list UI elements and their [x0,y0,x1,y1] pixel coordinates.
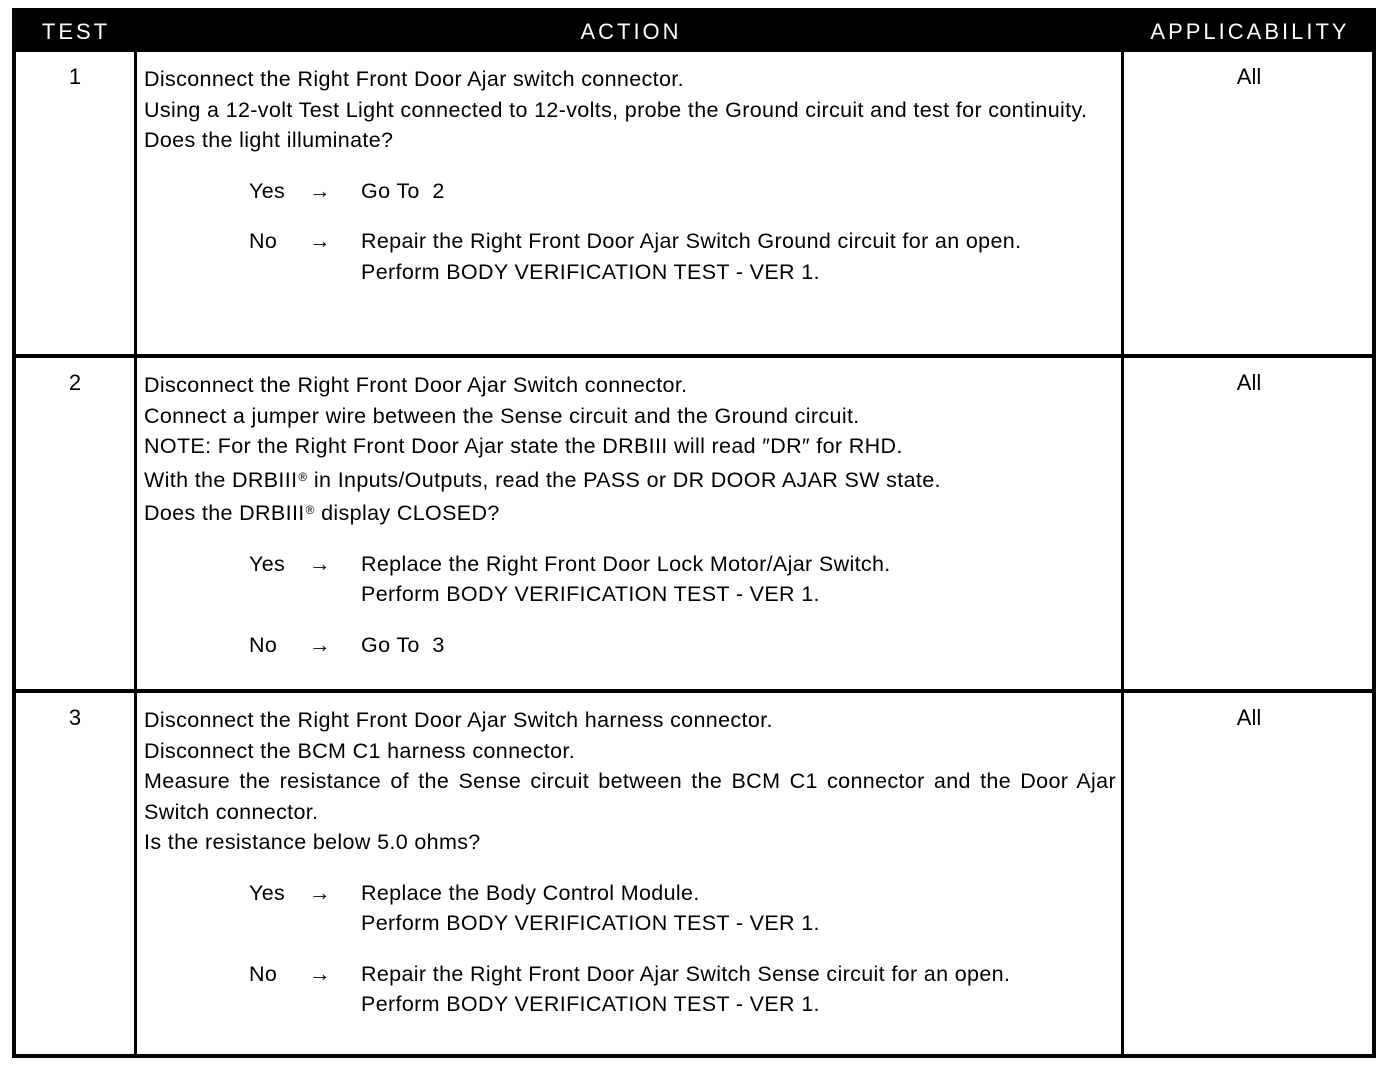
answer-label: No [249,632,278,657]
right-arrow-icon: → [309,178,331,203]
table-header [16,12,1372,52]
answer-label: Yes [249,551,286,576]
table-row-test-3 [16,693,1372,1058]
registered-mark: ® [305,503,315,517]
table-row-test-1 [16,52,1372,354]
result-line: Perform BODY VERIFICATION TEST - VER 1. [361,992,820,1016]
answer-yes [249,176,1116,207]
table-row-test-2 [16,358,1372,689]
answer-label: No [249,229,278,253]
result-line: Perform BODY VERIFICATION TEST - VER 1. [361,911,820,935]
answer-no [249,226,1116,287]
action-step: Disconnect the Right Front Door Ajar switch connector. [144,67,684,91]
result-line: Perform BODY VERIFICATION TEST - VER 1. [361,582,820,606]
answer-label: Yes [249,178,286,203]
action-cell [144,705,1116,1020]
header-applicability: APPLICABILITY [1150,19,1350,44]
right-arrow-icon: → [309,551,331,576]
header-test: TEST [41,19,111,44]
answer-result [361,630,1116,661]
answer-label: No [249,961,278,986]
action-step: Does the light illuminate? [144,128,394,152]
action-step: Using a 12-volt Test Light connected to 12-volts, probe the Ground circuit and test for continuity. [144,97,1088,122]
action-step: Disconnect the Right Front Door Ajar Switch harness connector. [144,708,773,732]
action-step: NOTE: For the Right Front Door Ajar state the DRBIII will read ″DR″ for RHD. [144,434,903,458]
test-number: 2 [68,370,82,395]
test-number: 1 [68,64,82,89]
action-step: With the DRBIII® in Inputs/Outputs, read the PASS or DR DOOR AJAR SW state. [144,467,941,492]
applicability-cell: All [1236,370,1262,395]
right-arrow-icon: → [309,229,331,253]
answer-no [249,959,1116,1020]
answer-label: Yes [249,880,286,905]
right-arrow-icon: → [309,880,331,905]
answer-result [361,549,1116,610]
action-step: Is the resistance below 5.0 ohms? [144,830,481,854]
action-step: Disconnect the Right Front Door Ajar Switch connector. [144,373,688,397]
applicability-cell: All [1236,705,1262,730]
result-line: Go To 2 [361,178,445,203]
action-step: Connect a jumper wire between the Sense circuit and the Ground circuit. [144,403,860,428]
action-step: Does the DRBIII® display CLOSED? [144,501,500,525]
result-line: Repair the Right Front Door Ajar Switch Sense circuit for an open. [361,961,1011,986]
action-step: Measure the resistance of the Sense circuit between the BCM C1 connector and the Door Ajar Switch connector. [144,769,1116,824]
test-number: 3 [68,705,82,730]
result-line: Replace the Body Control Module. [361,880,700,905]
answer-result [361,176,1116,207]
result-line: Repair the Right Front Door Ajar Switch Ground circuit for an open. [361,229,1022,253]
result-line: Go To 3 [361,632,445,657]
diagnostic-test-table [12,8,1376,1058]
result-line: Replace the Right Front Door Lock Motor/Ajar Switch. [361,551,891,576]
result-line: Perform BODY VERIFICATION TEST - VER 1. [361,259,820,284]
right-arrow-icon: → [309,632,331,657]
answer-yes [249,878,1116,939]
header-action: ACTION [580,19,682,44]
answer-result [361,959,1116,1020]
registered-mark: ® [298,469,308,484]
answer-result [361,878,1116,939]
answer-yes [249,549,1116,610]
action-step: Disconnect the BCM C1 harness connector. [144,738,576,763]
answer-no [249,630,1116,661]
action-cell [144,64,1116,287]
right-arrow-icon: → [309,961,331,986]
answer-result [361,226,1116,287]
action-cell [144,370,1116,660]
applicability-cell: All [1236,64,1262,89]
